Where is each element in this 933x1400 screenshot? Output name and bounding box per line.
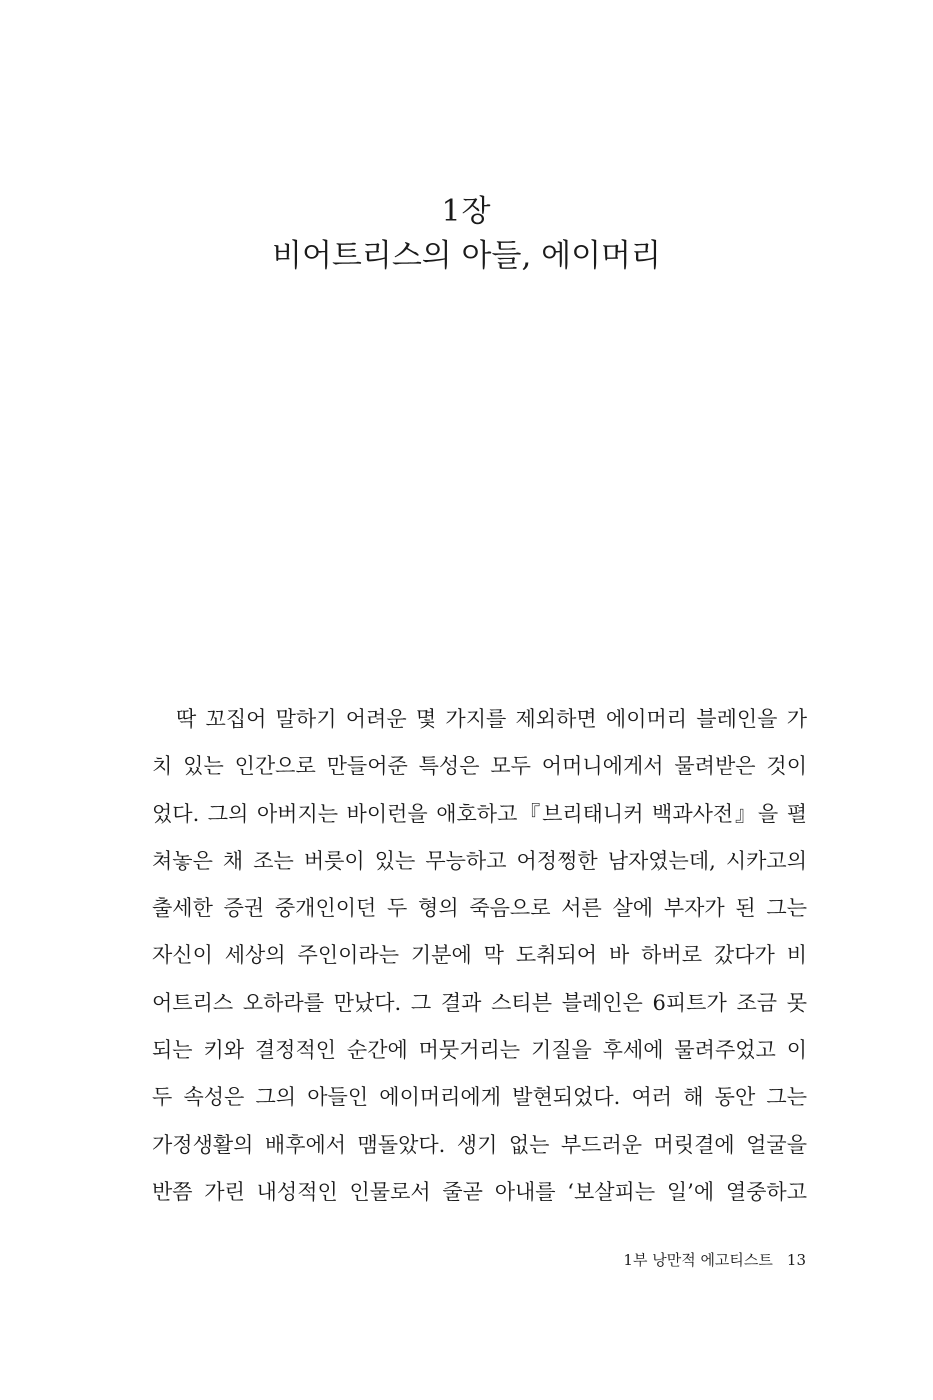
body-line: 어트리스 오하라를 만났다. 그 결과 스티븐 블레인은 6피트가 조금 못 [152, 990, 807, 1015]
running-head: 1부 낭만적 에고티스트 [623, 1251, 773, 1269]
body-line: 두 속성은 그의 아들인 에이머리에게 발현되었다. 여러 해 동안 그는 [152, 1085, 807, 1110]
chapter-number: 1장 [441, 194, 492, 229]
body-line: 반쯤 가린 내성적인 인물로서 줄곧 아내를 ‘보살피는 일’에 열중하고 [152, 1179, 807, 1204]
body-line: 치 있는 인간으로 만들어준 특성은 모두 어머니에게서 물려받은 것이 [152, 754, 807, 779]
body-line: 자신이 세상의 주인이라는 기분에 막 도취되어 바 하버로 갔다가 비 [152, 943, 807, 968]
body-line: 쳐놓은 채 조는 버릇이 있는 무능하고 어정쩡한 남자였는데, 시카고의 [152, 848, 807, 873]
chapter-title: 비어트리스의 아들, 에이머리 [272, 238, 661, 274]
body-paragraph [152, 696, 807, 1216]
body-line: 었다. 그의 아버지는 바이런을 애호하고『브리태니커 백과사전』을 펼 [152, 801, 807, 826]
body-line: 출세한 증권 중개인이던 두 형의 죽음으로 서른 살에 부자가 된 그는 [152, 896, 807, 921]
page-number: 13 [786, 1251, 806, 1269]
body-line: 딱 꼬집어 말하기 어려운 몇 가지를 제외하면 에이머리 블레인을 가 [176, 707, 807, 731]
body-line: 되는 키와 결정적인 순간에 머뭇거리는 기질을 후세에 물려주었고 이 [152, 1038, 807, 1063]
body-line: 가정생활의 배후에서 맴돌았다. 생기 없는 부드러운 머릿결에 얼굴을 [152, 1132, 807, 1157]
page-footer [623, 1248, 806, 1272]
